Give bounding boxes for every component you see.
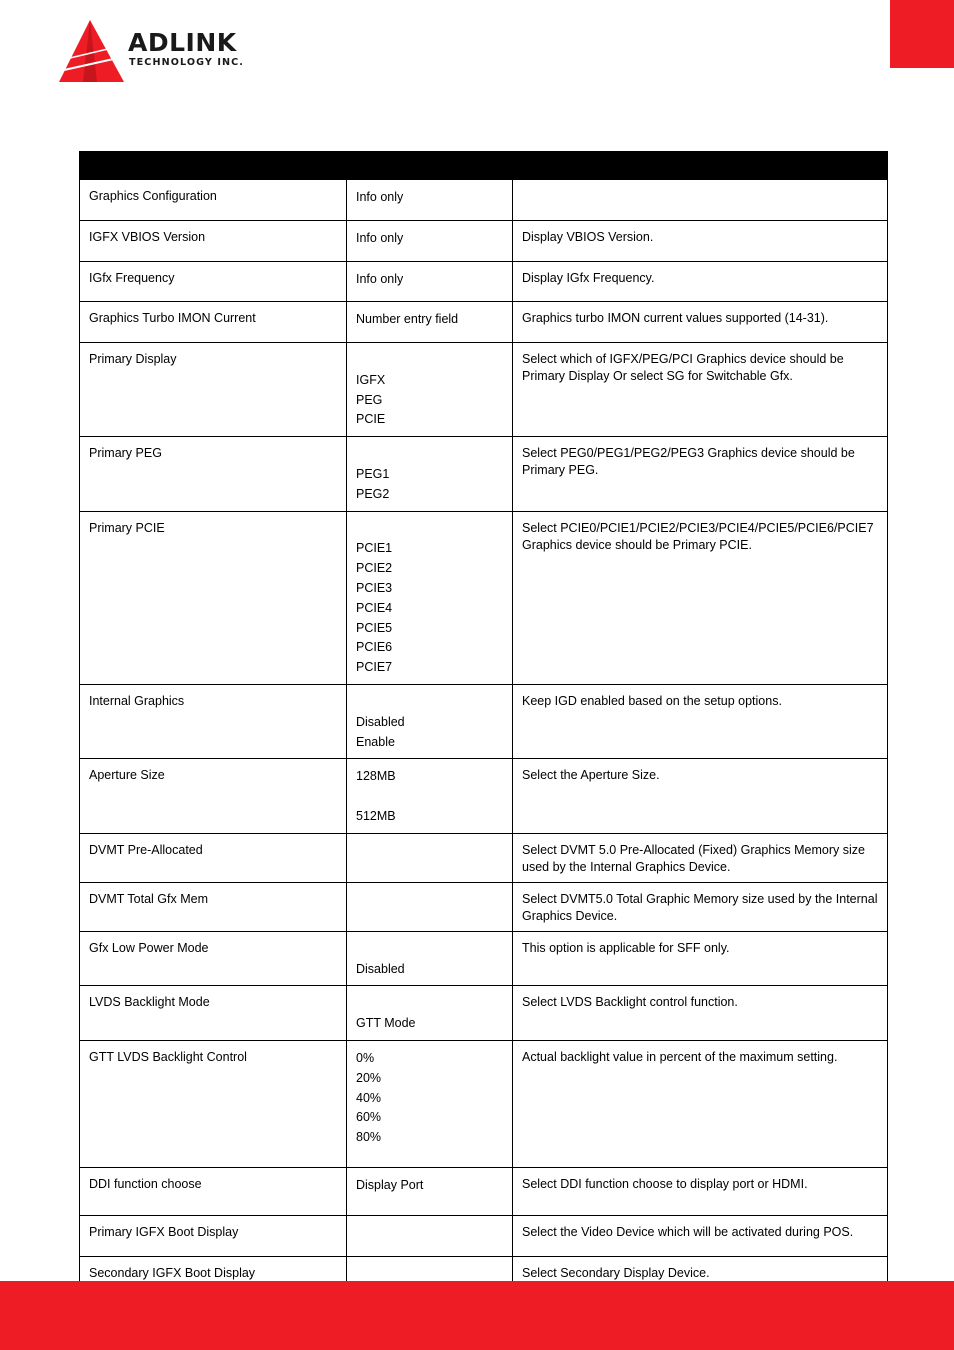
setting-options: PEG1 PEG2 bbox=[347, 437, 513, 511]
setting-options bbox=[347, 833, 513, 882]
setting-options: PCIE1 PCIE2 PCIE3 PCIE4 PCIE5 PCIE6 PCIE7 bbox=[347, 511, 513, 684]
table-row bbox=[80, 931, 888, 986]
setting-options bbox=[347, 882, 513, 931]
setting-name: IGfx Frequency bbox=[80, 262, 347, 302]
brand-name: ADLINK bbox=[128, 28, 237, 57]
table-row bbox=[80, 302, 888, 343]
setting-name: Primary Display bbox=[80, 343, 347, 437]
setting-description: Select DDI function choose to display port or HDMI. bbox=[513, 1167, 888, 1215]
setting-name: DVMT Pre-Allocated bbox=[80, 833, 347, 882]
setting-name: Graphics Turbo IMON Current bbox=[80, 302, 347, 343]
setting-options: Info only bbox=[347, 262, 513, 302]
setting-name: Primary IGFX Boot Display bbox=[80, 1215, 347, 1256]
header-cell bbox=[80, 152, 347, 180]
table-row bbox=[80, 833, 888, 882]
table-row bbox=[80, 1040, 888, 1167]
setting-name: LVDS Backlight Mode bbox=[80, 986, 347, 1041]
setting-options: Info only bbox=[347, 221, 513, 262]
setting-description: Select which of IGFX/PEG/PCI Graphics device should be Primary Display Or select SG for Switchable Gfx. bbox=[513, 343, 888, 437]
table-row bbox=[80, 437, 888, 511]
setting-description: Select DVMT5.0 Total Graphic Memory size used by the Internal Graphics Device. bbox=[513, 882, 888, 931]
setting-name: Graphics Configuration bbox=[80, 180, 347, 221]
table-row bbox=[80, 684, 888, 758]
setting-description: Select PCIE0/PCIE1/PCIE2/PCIE3/PCIE4/PCIE5/PCIE6/PCIE7 Graphics device should be Primary PCIE. bbox=[513, 511, 888, 684]
setting-options: GTT Mode bbox=[347, 986, 513, 1041]
setting-name: Aperture Size bbox=[80, 759, 347, 833]
setting-description: Select LVDS Backlight control function. bbox=[513, 986, 888, 1041]
setting-name: GTT LVDS Backlight Control bbox=[80, 1040, 347, 1167]
setting-name: Primary PCIE bbox=[80, 511, 347, 684]
setting-description: Actual backlight value in percent of the maximum setting. bbox=[513, 1040, 888, 1167]
setting-name: Primary PEG bbox=[80, 437, 347, 511]
setting-name: Gfx Low Power Mode bbox=[80, 931, 347, 986]
header-cell bbox=[513, 152, 888, 180]
setting-description: Select the Video Device which will be activated during POS. bbox=[513, 1215, 888, 1256]
setting-options: Info only bbox=[347, 180, 513, 221]
setting-description: Select the Aperture Size. bbox=[513, 759, 888, 833]
setting-description: Display IGfx Frequency. bbox=[513, 262, 888, 302]
setting-options: Number entry field bbox=[347, 302, 513, 343]
setting-description: Select Secondary Display Device. bbox=[513, 1256, 888, 1297]
triangle-logo-icon bbox=[58, 18, 128, 86]
table-row bbox=[80, 1215, 888, 1256]
header-cell bbox=[347, 152, 513, 180]
setting-options bbox=[347, 1215, 513, 1256]
setting-options: Disabled bbox=[347, 931, 513, 986]
graphics-settings-table bbox=[79, 151, 888, 1298]
setting-description: Select DVMT 5.0 Pre-Allocated (Fixed) Graphics Memory size used by the Internal Graphics Device. bbox=[513, 833, 888, 882]
setting-name: DVMT Total Gfx Mem bbox=[80, 882, 347, 931]
adlink-logo bbox=[58, 18, 268, 86]
setting-options: IGFX PEG PCIE bbox=[347, 343, 513, 437]
table-row bbox=[80, 221, 888, 262]
setting-description bbox=[513, 180, 888, 221]
footer-bar bbox=[0, 1281, 954, 1350]
setting-description: Select PEG0/PEG1/PEG2/PEG3 Graphics device should be Primary PEG. bbox=[513, 437, 888, 511]
setting-description: Display VBIOS Version. bbox=[513, 221, 888, 262]
setting-description: Keep IGD enabled based on the setup options. bbox=[513, 684, 888, 758]
setting-description: Graphics turbo IMON current values supported (14-31). bbox=[513, 302, 888, 343]
table-row bbox=[80, 1167, 888, 1215]
setting-name: IGFX VBIOS Version bbox=[80, 221, 347, 262]
setting-options: Disabled Enable bbox=[347, 684, 513, 758]
setting-description: This option is applicable for SFF only. bbox=[513, 931, 888, 986]
table-row bbox=[80, 262, 888, 302]
setting-name: Secondary IGFX Boot Display bbox=[80, 1256, 347, 1297]
setting-name: Internal Graphics bbox=[80, 684, 347, 758]
table-row bbox=[80, 511, 888, 684]
setting-options: 0% 20% 40% 60% 80% bbox=[347, 1040, 513, 1167]
table-row bbox=[80, 343, 888, 437]
table-header-row bbox=[80, 152, 888, 180]
page-corner-tab bbox=[890, 0, 954, 68]
table-row bbox=[80, 986, 888, 1041]
brand-subtitle: TECHNOLOGY INC. bbox=[129, 57, 245, 68]
table-row bbox=[80, 759, 888, 833]
table-row bbox=[80, 882, 888, 931]
setting-options: Display Port bbox=[347, 1167, 513, 1215]
table-row bbox=[80, 180, 888, 221]
setting-options: 128MB 512MB bbox=[347, 759, 513, 833]
setting-name: DDI function choose bbox=[80, 1167, 347, 1215]
